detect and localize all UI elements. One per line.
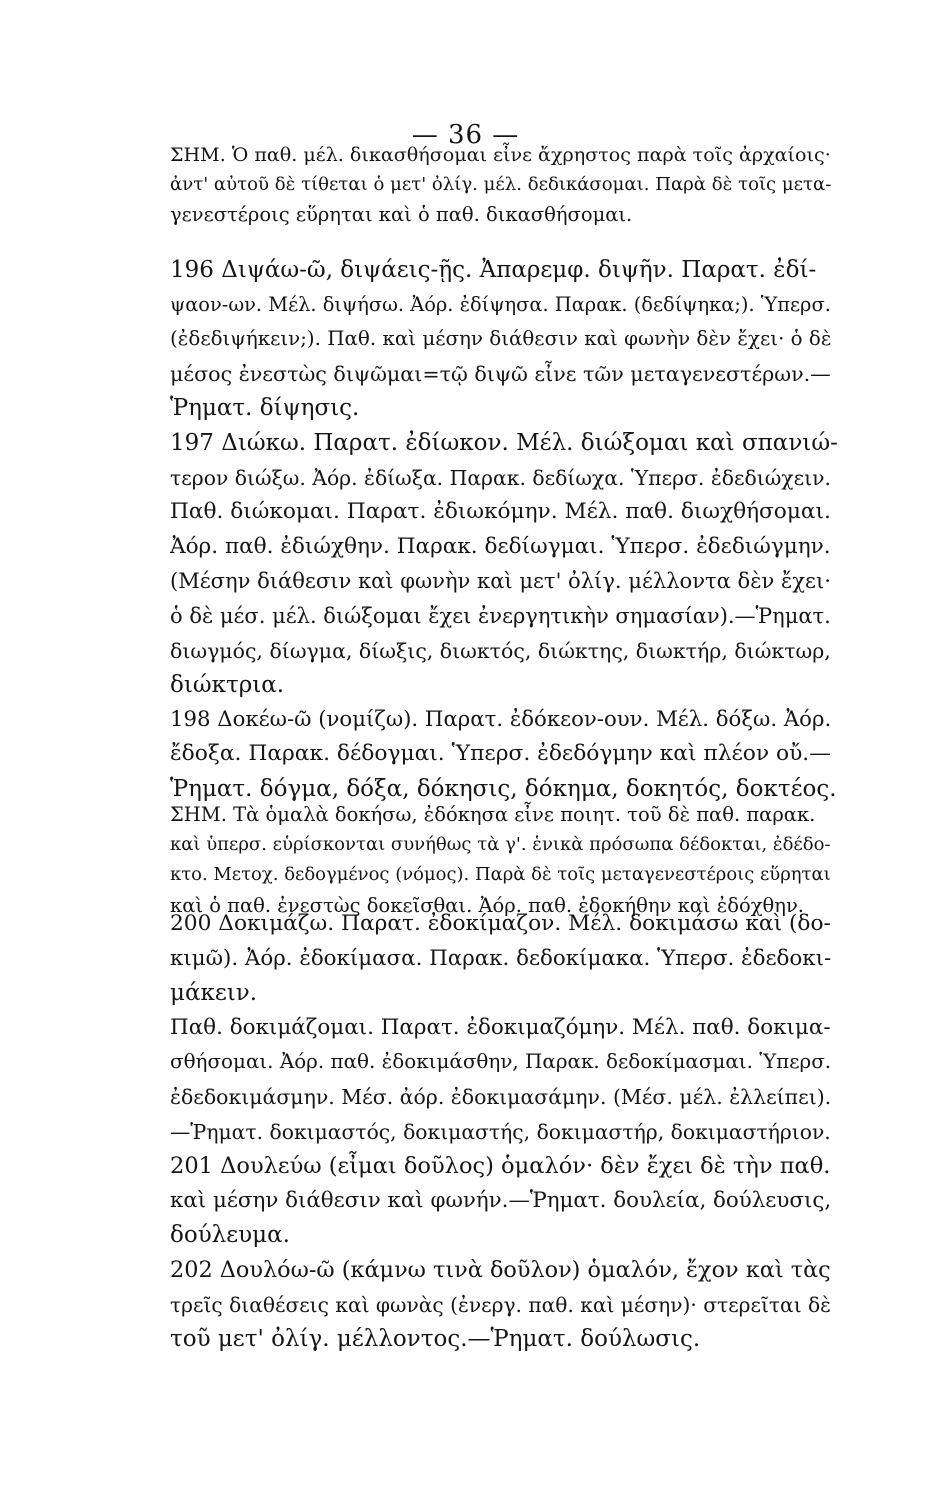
- entry-line: διώκτρια.: [170, 672, 285, 699]
- entry-line: τερον διώξω. Ἀόρ. ἐδίωξα. Παρακ. δεδίωχα. Ὑπερσ. ἐδεδιώχειν.: [170, 465, 831, 490]
- text-line: ΣΗΜ. Τὰ ὁμαλὰ δοκήσω, ἐδόκησα εἶνε ποιητ. τοῦ δὲ παθ. παρακ.: [170, 803, 816, 826]
- entry-line: ὁ δὲ μέσ. μέλ. διώξομαι ἔχει ἐνεργητικὴν σημασίαν).—Ῥηματ.: [170, 603, 831, 628]
- entry-line: μάκειν.: [170, 980, 258, 1007]
- entry-line: (ἐδεδιψήκειν;). Παθ. καὶ μέσην διάθεσιν καὶ φωνὴν δὲν ἔχει· ὁ δὲ: [170, 327, 832, 351]
- entry-line: 201 Δουλεύω (εἶμαι δοῦλος) ὁμαλόν· δὲν ἔχει δὲ τὴν παθ.: [170, 1153, 831, 1180]
- entry-line: Παθ. δοκιμάζομαι. Παρατ. ἐδοκιμαζόμην. Μέλ. παθ. δοκιμα-: [170, 1014, 831, 1040]
- entry-line: τοῦ μετ' ὀλίγ. μέλλοντος.—Ῥηματ. δούλωσις.: [170, 1326, 701, 1353]
- entry-line: δούλευμα.: [170, 1222, 290, 1249]
- note-block-2: [170, 800, 838, 921]
- entry-line: Ῥηματ. δίψησις.: [170, 395, 360, 422]
- entry-line: κιμῶ). Ἀόρ. ἐδοκίμασα. Παρακ. δεδοκίμακα. Ὑπερσ. ἐδεδοκι-: [170, 945, 832, 971]
- note-block-1: [170, 140, 838, 231]
- text-line: ἀντ' αὐτοῦ δὲ τίθεται ὁ μετ' ὀλίγ. μέλ. δεδικάσομαι. Παρὰ δὲ τοῖς μετα-: [170, 174, 832, 196]
- entry-line: 202 Δουλόω-ῶ (κάμνω τινὰ δοῦλον) ὁμαλόν, ἔχον καὶ τὰς: [170, 1256, 831, 1283]
- entry-line: ἔδοξα. Παρακ. δέδογμαι. Ὑπερσ. ἐδεδόγμην καὶ πλέον οὔ.—: [170, 741, 831, 767]
- entry-line: (Μέσην διάθεσιν καὶ φωνὴν καὶ μετ' ὀλίγ. μέλλοντα δὲν ἔχει·: [170, 568, 831, 594]
- text-line: κτο. Μετοχ. δεδογμένος (νόμος). Παρὰ δὲ τοῖς μεταγενεστέροις εὕρηται: [170, 864, 831, 886]
- text-line: ΣΗΜ. Ὁ παθ. μέλ. δικασθήσομαι εἶνε ἄχρηστος παρὰ τοῖς ἀρχαίοις·: [170, 143, 831, 166]
- entry-line: ἐδεδοκιμάσμην. Μέσ. ἀόρ. ἐδοκιμασάμην. (Μέσ. μέλ. ἐλλείπει).: [170, 1084, 832, 1109]
- entry-line: —Ῥηματ. δοκιμαστός, δοκιμαστής, δοκιμαστήρ, δοκιμαστήριον.: [170, 1119, 831, 1144]
- entry-line: 197 Διώκω. Παρατ. ἐδίωκον. Μέλ. διώξομαι καὶ σπανιώ-: [170, 429, 838, 456]
- entry-line: τρεῖς διαθέσεις καὶ φωνὰς (ἐνεργ. παθ. καὶ μέσην)· στερεῖται δὲ: [170, 1292, 832, 1317]
- text-line: καὶ ὁ παθ. ἐνεστὼς δοκεῖσθαι. Ἀόρ. παθ. ἐδοκήθην καὶ ἐδόχθην.: [170, 893, 805, 917]
- text-line: καὶ ὑπερσ. εὑρίσκονται συνήθως τὰ γ'. ἑνικὰ πρόσωπα δέδοκται, ἐδέδο-: [170, 834, 831, 856]
- entry-line: Ἀόρ. παθ. ἐδιώχθην. Παρακ. δεδίωγμαι. Ὑπερσ. ἐδεδιώγμην.: [170, 533, 831, 559]
- entry-line: Παθ. διώκομαι. Παρατ. ἐδιωκόμην. Μέλ. παθ. διωχθήσομαι.: [170, 499, 831, 525]
- entry-line: διωγμός, δίωγμα, δίωξις, διωκτός, διώκτης, διωκτήρ, διώκτωρ,: [170, 638, 831, 663]
- text-line: γενεστέροις εὕρηται καὶ ὁ παθ. δικασθήσομαι.: [170, 203, 633, 227]
- page-number: — 36 —: [411, 120, 520, 150]
- entry-line: σθήσομαι. Ἀόρ. παθ. ἐδοκιμάσθην, Παρακ. δεδοκίμασμαι. Ὑπερσ.: [170, 1050, 832, 1074]
- entry-line: 196 Διψάω-ῶ, διψάεις-ῇς. Ἀπαρεμφ. διψῆν. Παρατ. ἐδί-: [170, 257, 817, 283]
- entry-line: καὶ μέσην διάθεσιν καὶ φωνήν.—Ῥηματ. δουλεία, δούλευσις,: [170, 1187, 832, 1213]
- entry-line: Ῥηματ. δόγμα, δόξα, δόκησις, δόκημα, δοκητός, δοκτέος.: [170, 775, 837, 802]
- entry-line: ψαον-ων. Μέλ. διψήσω. Ἀόρ. ἐδίψησα. Παρακ. (δεδίψηκα;). Ὑπερσ.: [170, 292, 831, 316]
- entries-block-1: [170, 253, 838, 807]
- entries-block-2: [170, 907, 838, 1357]
- entry-line: 198 Δοκέω-ῶ (νομίζω). Παρατ. ἐδόκεον-ουν. Μέλ. δόξω. Ἀόρ.: [170, 706, 832, 732]
- entry-line: 200 Δοκιμάζω. Παρατ. ἐδοκίμαζον. Μέλ. δοκιμάσω καὶ (δο-: [170, 911, 831, 936]
- entry-line: μέσος ἐνεστὼς διψῶμαι=τῷ διψῶ εἶνε τῶν μεταγενεστέρων.—: [170, 361, 831, 386]
